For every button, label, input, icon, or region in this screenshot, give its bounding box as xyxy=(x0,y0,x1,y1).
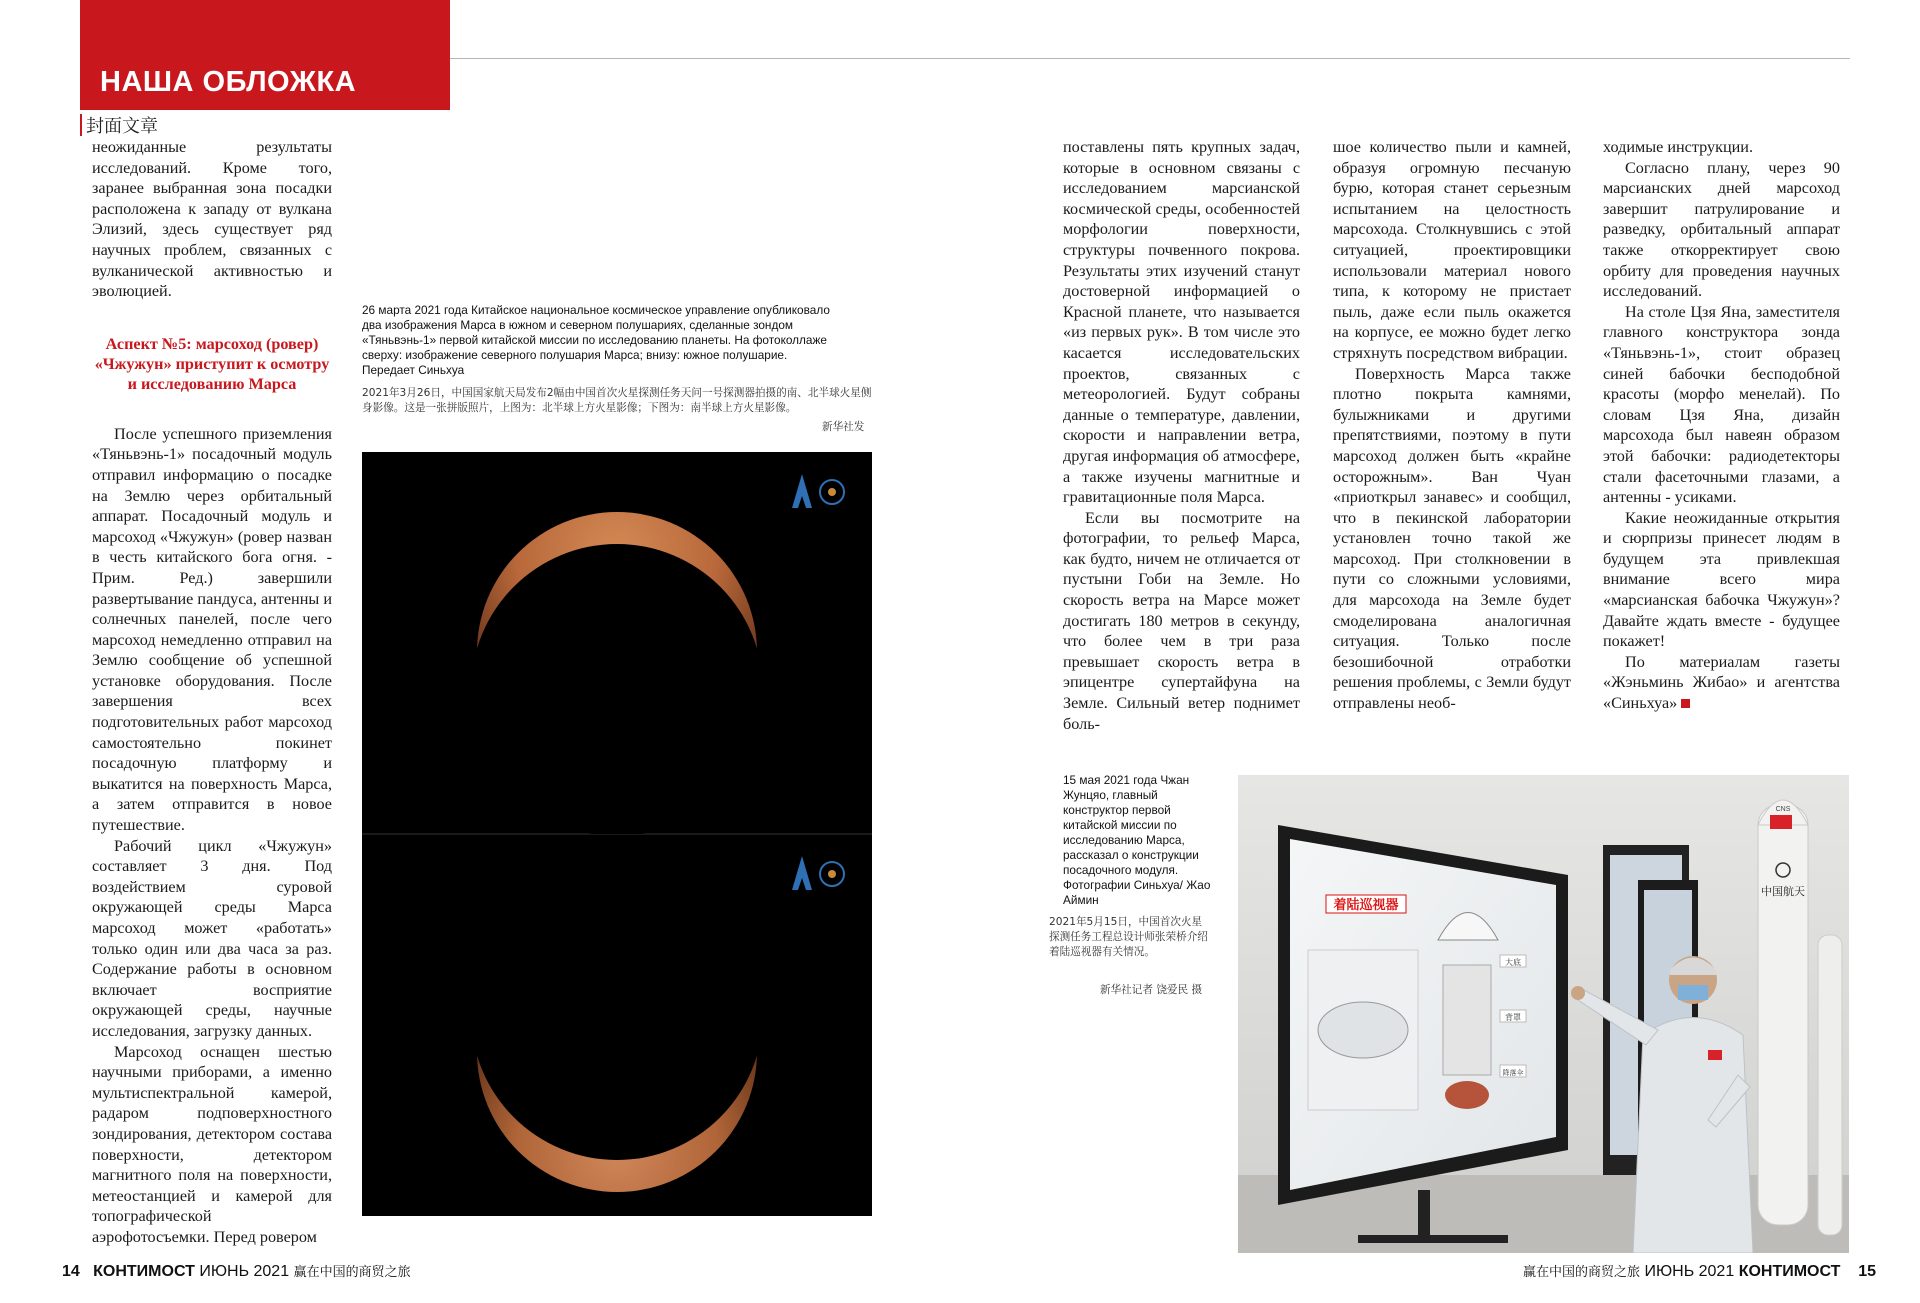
mars-caption-ru: 26 марта 2021 года Китайское национальное космическое управление опубликовало два изображения Марса в южном и северном полушариях, сделанные зондом «Тяньвэнь-1» первой китайской миссии по исследованию планеты. На фотоколлаже сверху: изображение северного полушария Марса; внизу: южное полушарие. Передает Синьхуа xyxy=(362,303,830,377)
paragraph: Если вы посмотрите на фотографии, то рельеф Марса, как будто, ничем не отличается от пустыни Гоби на Земле. Но скорость ветра на Марсе может достигать 180 метров в секунду, что более чем в три раза превышает скорость ветра в эпицентре супертайфуна на Земле. Сильный ветер поднимет боль- xyxy=(1063,508,1300,733)
page-number-right: 15 xyxy=(1858,1263,1877,1280)
screen-label: 背罩 xyxy=(1505,1013,1521,1022)
mars-south-hemisphere xyxy=(471,868,763,1192)
screen-label: 降落伞 xyxy=(1502,1069,1524,1077)
issue-date: ИЮНЬ 2021 xyxy=(199,1263,290,1280)
photo-caption-cn: 2021年5月15日，中国首次火星探测任务工程总设计师张荣桥介绍着陆巡视器有关情况。 xyxy=(1049,916,1208,958)
rocket-text: 中国航天 xyxy=(1761,885,1805,898)
issue-date: ИЮНЬ 2021 xyxy=(1644,1263,1735,1280)
article-column-5 xyxy=(1603,137,1840,714)
mars-photo-collage xyxy=(362,452,872,1216)
paragraph: шое количество пыли и камней, образуя огромную песчаную бурю, которая станет серьезным испытанием на целостность марсохода. Столкнувшись с этой ситуацией, проектировщики использовали материал нового типа, к которому не пристает пыль, даже если пыль окажется на корпусе, ее можно будет легко стряхнуть посредством вибрации. xyxy=(1333,138,1571,362)
screen-title: 着陆巡视器 xyxy=(1333,898,1399,913)
paragraph: Какие неожиданные открытия и сюрпризы принесет людям в будущем эта привлекшая внимание всего мира «марсианская бабочка Чжужун»? Давайте ждать вместе - будущее покажет! xyxy=(1603,508,1840,651)
lander-presentation-photo xyxy=(1238,775,1849,1253)
screen-label: 大底 xyxy=(1505,958,1521,967)
magazine-name: КОНТИМОСТ xyxy=(93,1263,195,1280)
photo-caption-ru: 15 мая 2021 года Чжан Жунцяо, главный конструктор первой китайской миссии по исследованию Марса, рассказал о конструкции посадочного модуля. Фотографии Синьхуа/ Жао Аймин xyxy=(1063,773,1211,907)
rocket-brand: CNS xyxy=(1775,806,1791,813)
source-note: По материалам газеты «Жэньминь Жибао» и агентства «Синьхуа» xyxy=(1603,652,1840,713)
mars-caption-credit: 新华社发 xyxy=(822,421,865,433)
paragraph: Согласно плану, через 90 марсианских дней марсоход завершит патрулирование и разведку, орбитальный аппарат также откорректирует свою орбиту для проведения научных исследований. xyxy=(1603,158,1840,301)
paragraph: поставлены пять крупных задач, которые в основном связаны с исследованием марсианской космической среды, особенностей морфологии поверхности, структуры почвенного покрова. Результаты этих изучений станут достоверной информацией о Красной планете, что называется «из первых рук». В том числе это касается исследовательских проектов, связанных с метеорологией. Будут собраны данные о температуре, давлении, скорости и направлении ветра, другая информация об атмосфере, а также изучены магнитные и гравитационные поля Марса. xyxy=(1063,138,1300,507)
magazine-name: КОНТИМОСТ xyxy=(1738,1263,1841,1280)
mars-north-hemisphere xyxy=(471,512,763,836)
mars-image xyxy=(362,452,872,1216)
article-column-3 xyxy=(1063,137,1300,734)
subheading: Аспект №5: марсоход (ровер) «Чжужун» приступит к осмотру и исследованию Марса xyxy=(94,334,330,393)
end-mark-icon xyxy=(1681,699,1690,708)
footer-right xyxy=(1523,1261,1876,1281)
header-rule xyxy=(450,58,1850,59)
paragraph: Рабочий цикл «Чжужун» составляет 3 дня. Под воздействием суровой окружающей среды Марса марсоход может «работать» только один или два часа за раз. Содержание работы в основном включает восприятие окружающей среды, научные исследования, загрузку данных. xyxy=(92,836,332,1040)
paragraph: ходимые инструкции. xyxy=(1603,138,1754,156)
page-number-left: 14 xyxy=(62,1263,80,1280)
mars-caption-cn: 2021年3月26日，中国国家航天局发布2幅由中国首次火星探测任务天问一号探测器拍摄的南、北半球火星侧身影像。这是一张拼版照片，上图为：北半球上方火星影像；下图为：南半球上方火星影像。 xyxy=(362,387,872,414)
paragraph: Марсоход оснащен шестью научными приборами, а именно мультиспектральной камерой, радаром подповерхностного зондирования, детектором состава поверхности, детектором магнитного поля на поверхности, метеостанцией и камерой для топографической аэрофотосъемки. Перед ровером xyxy=(92,1042,332,1246)
slogan-cn: 赢在中国的商贸之旅 xyxy=(1523,1265,1641,1280)
slogan-cn: 赢在中国的商贸之旅 xyxy=(293,1265,411,1280)
cnsa-logo-icon xyxy=(792,856,844,890)
paragraph: На столе Цзя Яна, заместителя главного конструктора зонда «Тяньвэнь-1», стоит образец синей бабочки бесподобной красоты (морфо менелай). По словам Цзя Яна, дизайн марсохода был навеян образом этой бабочки: радиодетекторы стали фасеточными глазами, а антенны - усиками. xyxy=(1603,302,1840,507)
photo-caption-credit: 新华社记者 饶爱民 摄 xyxy=(1100,984,1203,996)
cnsa-logo-icon xyxy=(792,474,844,508)
subtitle-accent-bar xyxy=(80,114,82,136)
section-subtitle-cn: 封面文章 xyxy=(86,116,158,137)
paragraph xyxy=(1603,652,1840,714)
paragraph: неожиданные результаты исследований. Кроме того, заранее выбранная зона посадки расположена к западу от вулкана Элизий, здесь существует ряд научных проблем, связанных с вулканической активностью и эволюцией. xyxy=(92,138,332,301)
photo-illustration xyxy=(1238,775,1849,1253)
paragraph: После успешного приземления «Тяньвэнь-1» посадочный модуль отправил информацию о посадке на Землю через орбитальный аппарат. Посадочный модуль и марсоход «Чжужун» (ровер назван в честь китайского бога огня. - Прим. Ред.) завершили развертывание пандуса, антенны и солнечных панелей, после чего марсоход немедленно отправил на Землю сообщение об успешной установке оборудования. После завершения всех подготовительных работ марсоход самостоятельно покинет посадочную платформу и выкатится на поверхность Марса, а затем отправится в новое путешествие. xyxy=(92,424,332,835)
article-column-4 xyxy=(1333,137,1571,714)
section-title: НАША ОБЛОЖКА xyxy=(100,66,357,98)
footer-left xyxy=(62,1261,411,1281)
article-column-1 xyxy=(92,137,332,1248)
paragraph: Поверхность Марса также плотно покрыта камнями, булыжниками и другими препятствиями, поэтому в пути марсоход должен быть «крайне осторожным». Ван Чуан «приоткрыл занавес» и сообщил, что в пекинской лаборатории установлен точно такой же марсоход. При столкновении в пути со сложными условиями, для марсохода на Земле будет смоделирована аналогичная ситуация. Только после безошибочной отработки решения проблемы, с Земли будут отправлены необ- xyxy=(1333,364,1571,713)
